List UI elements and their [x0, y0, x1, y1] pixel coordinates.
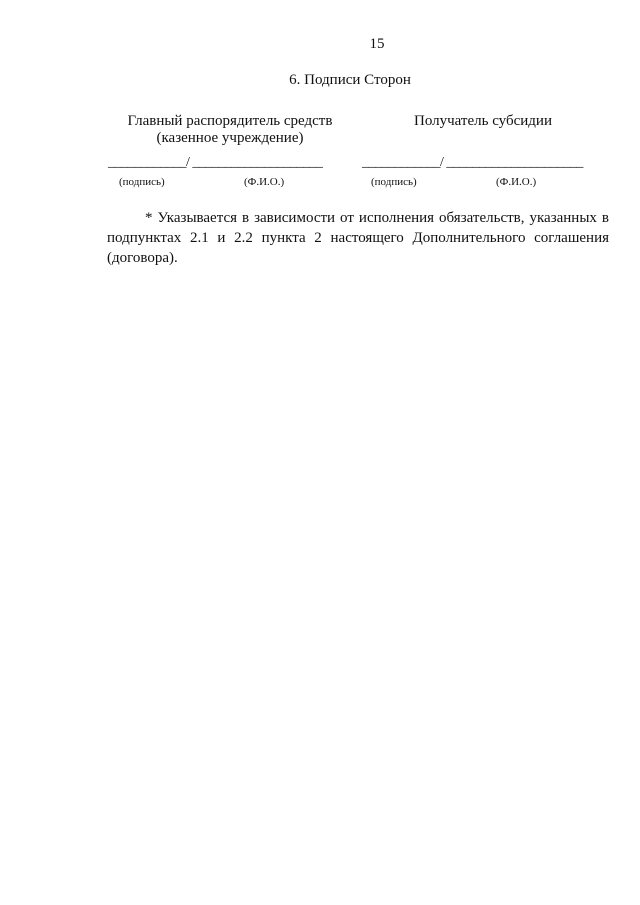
page-number: 15 [369, 36, 385, 52]
party-left-subtitle: (казенное учреждение) [156, 130, 304, 146]
section-title: 6. Подписи Сторон [289, 72, 411, 88]
party-left-title: Главный распорядитель средств [127, 113, 333, 129]
party-right-title: Получатель субсидии [414, 113, 552, 129]
signature-line-right: ____________/ _____________________ [362, 155, 583, 170]
signature-line-left: ____________/ ____________________ [108, 155, 323, 170]
party-left-block [110, 113, 350, 147]
caption-name-left: (Ф.И.О.) [244, 176, 285, 188]
caption-signature-left: (подпись) [119, 176, 165, 188]
caption-name-right: (Ф.И.О.) [496, 176, 537, 188]
party-right-block [383, 113, 583, 130]
footnote: * Указывается в зависимости от исполнения обязательств, указанных в подпунктах 2.1 и 2.2 пункта 2 настоящего Дополнительного соглашения (договора). [107, 210, 609, 266]
caption-signature-right: (подпись) [371, 176, 417, 188]
